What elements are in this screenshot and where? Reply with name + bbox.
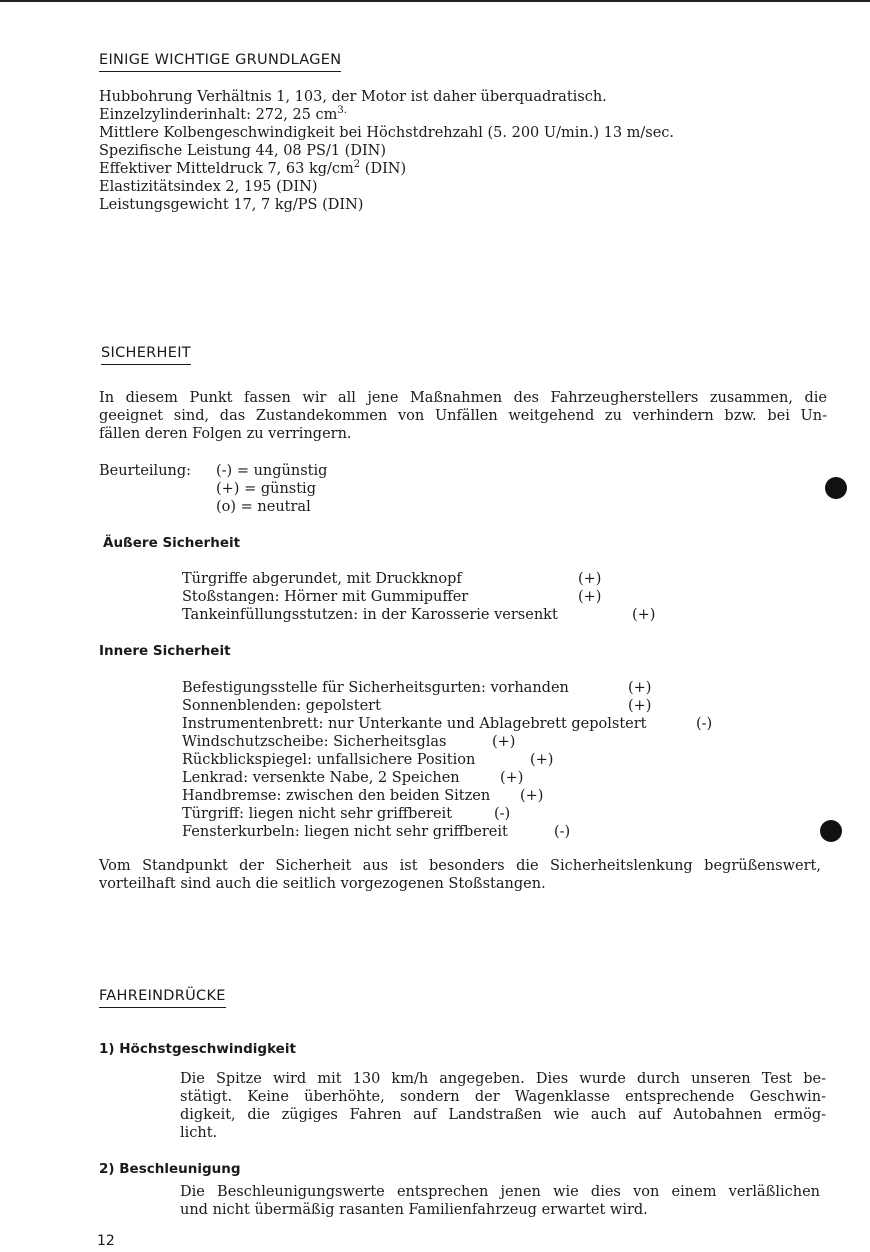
rating-list <box>216 462 327 516</box>
aeussere-item <box>182 588 602 606</box>
item-text: Fensterkurbeln: liegen nicht sehr griffbereit <box>182 824 508 840</box>
paragraph-line: licht. <box>180 1125 218 1141</box>
grundlagen-line <box>99 160 674 178</box>
item-text: Tankeinfüllungsstutzen: in der Karosserie versenkt <box>182 607 558 623</box>
paragraph-line: digkeit, die zügiges Fahren auf Landstraßen wie auch auf Autobahnen ermög- <box>180 1107 826 1123</box>
superscript: 2 <box>353 159 361 170</box>
item-mark: (+) <box>578 589 602 605</box>
item-mark: (+) <box>500 770 524 786</box>
heading-aeussere-sicherheit: Äußere Sicherheit <box>103 535 241 551</box>
paragraph-line: und nicht übermäßig rasanten Familienfahrzeug erwartet wird. <box>180 1202 648 1218</box>
summary-line: vorteilhaft sind auch die seitlich vorgezogenen Stoßstangen. <box>99 876 546 892</box>
rating-label: Beurteilung: <box>99 463 192 479</box>
heading-sicherheit: SICHERHEIT <box>101 345 191 365</box>
innere-item <box>182 823 742 841</box>
hoechstgeschwindigkeit-text <box>180 1070 826 1142</box>
item-mark: (-) <box>494 806 511 822</box>
item-mark: (+) <box>492 734 516 750</box>
sicherheit-intro <box>99 389 827 443</box>
item-text: Befestigungsstelle für Sicherheitsgurten: vorhanden <box>182 680 569 696</box>
page-number: 12 <box>97 1233 115 1249</box>
innere-item <box>182 805 742 823</box>
heading-innere-sicherheit: Innere Sicherheit <box>99 643 231 659</box>
item-text: Rückblickspiegel: unfallsichere Position <box>182 752 476 768</box>
item-mark: (+) <box>632 607 656 623</box>
item-text: Stoßstangen: Hörner mit Gummipuffer <box>182 589 469 605</box>
grundlagen-line: Hubbohrung Verhältnis 1, 103, der Motor ist daher überquadratisch. <box>99 89 607 105</box>
aeussere-list <box>182 570 656 624</box>
paragraph-line: Die Beschleunigungswerte entsprechen jenen wie dies von einem verläßlichen <box>180 1184 820 1200</box>
innere-item <box>182 769 742 787</box>
intro-line: fällen deren Folgen zu verringern. <box>99 426 352 442</box>
superscript: 3. <box>337 105 347 116</box>
item-text: Handbremse: zwischen den beiden Sitzen <box>182 788 491 804</box>
rating-neutral: (o) = neutral <box>216 499 311 515</box>
item-text: Sonnenblenden: gepolstert <box>182 698 381 714</box>
beschleunigung-text <box>180 1183 820 1219</box>
grundlagen-line: Spezifische Leistung 44, 08 PS/1 (DIN) <box>99 143 387 159</box>
subheading-hoechstgeschwindigkeit: 1) Höchstgeschwindigkeit <box>99 1041 296 1057</box>
innere-item <box>182 751 742 769</box>
paragraph-line: Die Spitze wird mit 130 km/h angegeben. Dies wurde durch unseren Test be- <box>180 1071 826 1087</box>
innere-item <box>182 697 742 715</box>
grundlagen-line-text: Einzelzylinderinhalt: 272, 25 cm <box>99 107 338 123</box>
grundlagen-line: Mittlere Kolbengeschwindigkeit bei Höchstdrehzahl (5. 200 U/min.) 13 m/sec. <box>99 125 675 141</box>
grundlagen-block <box>99 88 674 214</box>
item-mark: (-) <box>696 716 713 732</box>
innere-item <box>182 679 742 697</box>
grundlagen-line-tail: (DIN) <box>360 161 407 177</box>
item-mark: (+) <box>628 680 652 696</box>
punch-hole-upper <box>825 477 847 499</box>
item-text: Lenkrad: versenkte Nabe, 2 Speichen <box>182 770 460 786</box>
grundlagen-line <box>99 106 674 124</box>
item-mark: (+) <box>520 788 544 804</box>
sicherheit-summary <box>99 857 821 893</box>
punch-hole-lower <box>820 820 842 842</box>
top-rule <box>0 0 870 2</box>
aeussere-item <box>182 606 656 624</box>
innere-list <box>182 679 742 841</box>
item-text: Türgriff: liegen nicht sehr griffbereit <box>182 806 453 822</box>
grundlagen-line: Elastizitätsindex 2, 195 (DIN) <box>99 179 318 195</box>
innere-item <box>182 733 742 751</box>
item-mark: (+) <box>578 571 602 587</box>
heading-fahreindruecke: FAHREINDRÜCKE <box>99 988 226 1008</box>
rating-positive: (+) = günstig <box>216 481 316 497</box>
item-mark: (+) <box>530 752 554 768</box>
item-mark: (-) <box>554 824 571 840</box>
heading-grundlagen: EINIGE WICHTIGE GRUNDLAGEN <box>99 52 341 72</box>
innere-item <box>182 715 742 733</box>
item-text: Instrumentenbrett: nur Unterkante und Ablagebrett gepolstert <box>182 716 647 732</box>
innere-item <box>182 787 742 805</box>
item-text: Türgriffe abgerundet, mit Druckknopf <box>182 571 462 587</box>
item-text: Windschutzscheibe: Sicherheitsglas <box>182 734 447 750</box>
grundlagen-line-text: Effektiver Mitteldruck 7, 63 kg/cm <box>99 161 354 177</box>
aeussere-item <box>182 570 602 588</box>
intro-line: geeignet sind, das Zustandekommen von Unfällen weitgehend zu verhindern bzw. bei Un- <box>99 408 827 424</box>
intro-line: In diesem Punkt fassen wir all jene Maßnahmen des Fahrzeugherstellers zusammen, die <box>99 390 827 406</box>
summary-line: Vom Standpunkt der Sicherheit aus ist besonders die Sicherheitslenkung begrüßenswert, <box>99 858 821 874</box>
subheading-beschleunigung: 2) Beschleunigung <box>99 1161 241 1177</box>
paragraph-line: stätigt. Keine überhöhte, sondern der Wagenklasse entsprechende Geschwin- <box>180 1089 826 1105</box>
rating-negative: (-) = ungünstig <box>216 463 328 479</box>
item-mark: (+) <box>628 698 652 714</box>
grundlagen-line: Leistungsgewicht 17, 7 kg/PS (DIN) <box>99 197 364 213</box>
